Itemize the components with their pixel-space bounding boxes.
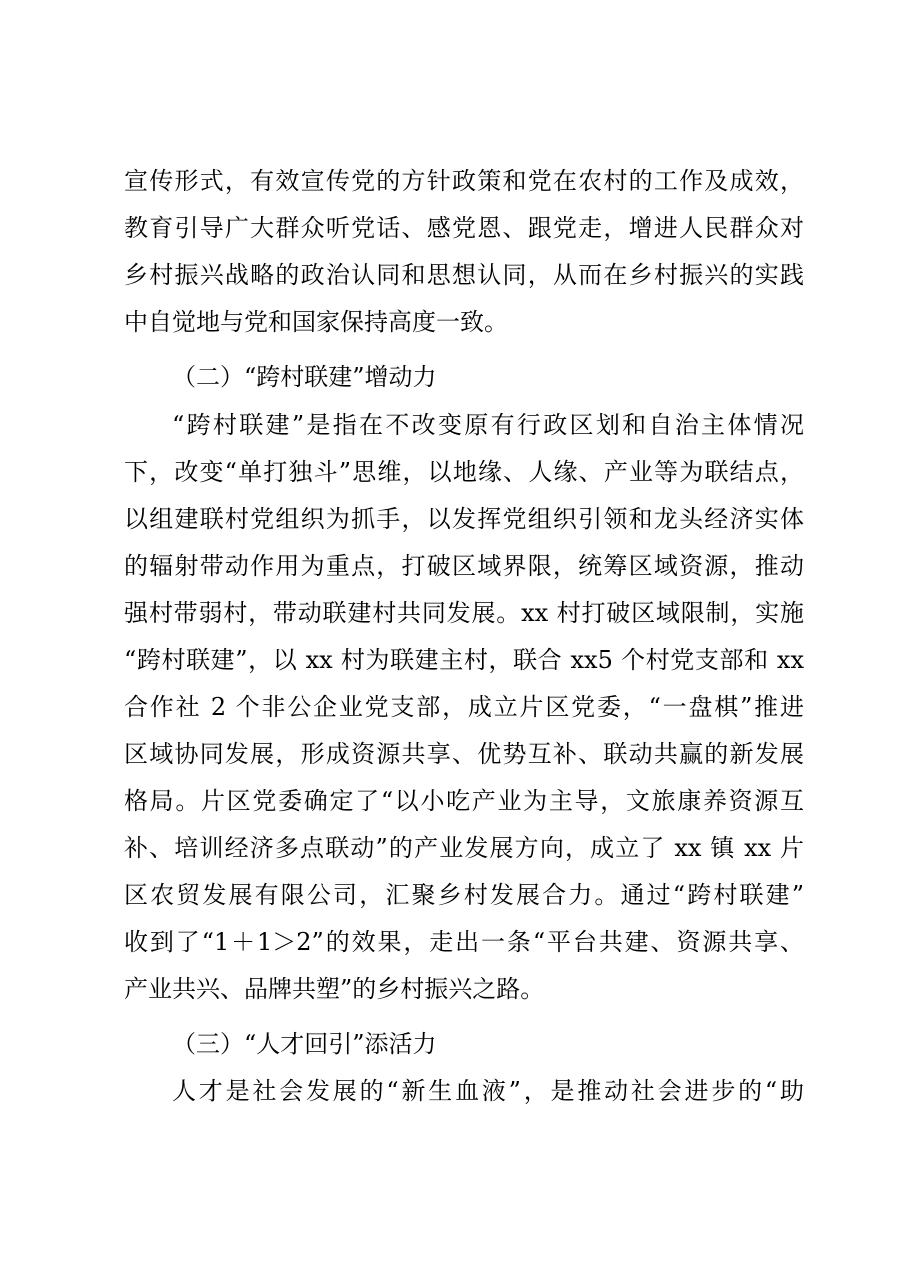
paragraph-line: 补、培训经济多点联动”的产业发展方向，成立了 xx 镇 xx 片 — [124, 834, 804, 862]
paragraph-line: 合作社 2 个非公企业党支部，成立片区党委，“一盘棋”推进 — [124, 693, 804, 721]
paragraph-line: 产业共兴、品牌共塑”的乡村振兴之路。 — [124, 975, 545, 1003]
paragraph-line: 乡村振兴战略的政治认同和思想认同，从而在乡村振兴的实践 — [124, 261, 804, 289]
paragraph-line: 中自觉地与党和国家保持高度一致。 — [124, 308, 508, 336]
paragraph-line: 格局。片区党委确定了“以小吃产业为主导，文旅康养资源互 — [124, 787, 804, 815]
paragraph-line: 以组建联村党组织为抓手，以发挥党组织引领和龙头经济实体 — [124, 505, 804, 533]
paragraph-line: 区农贸发展有限公司，汇聚乡村发展合力。通过“跨村联建” — [124, 881, 804, 909]
paragraph-line: 强村带弱村，带动联建村共同发展。xx 村打破区域限制，实施 — [124, 599, 804, 627]
section-heading-2: （二）“跨村联建”增动力 — [172, 363, 437, 391]
paragraph-line: 区域协同发展，形成资源共享、优势互补、联动共赢的新发展 — [124, 740, 804, 768]
paragraph-line: “跨村联建”是指在不改变原有行政区划和自治主体情况 — [172, 411, 804, 439]
paragraph-line: 的辐射带动作用为重点，打破区域界限，统筹区域资源，推动 — [124, 552, 804, 580]
paragraph-line: 教育引导广大群众听党话、感党恩、跟党走，增进人民群众对 — [124, 214, 804, 242]
paragraph-line: 收到了“1＋1＞2”的效果，走出一条“平台共建、资源共享、 — [124, 928, 804, 956]
paragraph-line: 宣传形式，有效宣传党的方针政策和党在农村的工作及成效， — [124, 167, 804, 195]
paragraph-line: “跨村联建”，以 xx 村为联建主村，联合 xx5 个村党支部和 xx — [124, 646, 804, 674]
paragraph-line: 下，改变“单打独斗”思维，以地缘、人缘、产业等为联结点， — [124, 458, 804, 486]
paragraph-line: 人才是社会发展的“新生血液”，是推动社会进步的“助 — [172, 1077, 804, 1105]
section-heading-3: （三）“人才回引”添活力 — [172, 1030, 437, 1058]
